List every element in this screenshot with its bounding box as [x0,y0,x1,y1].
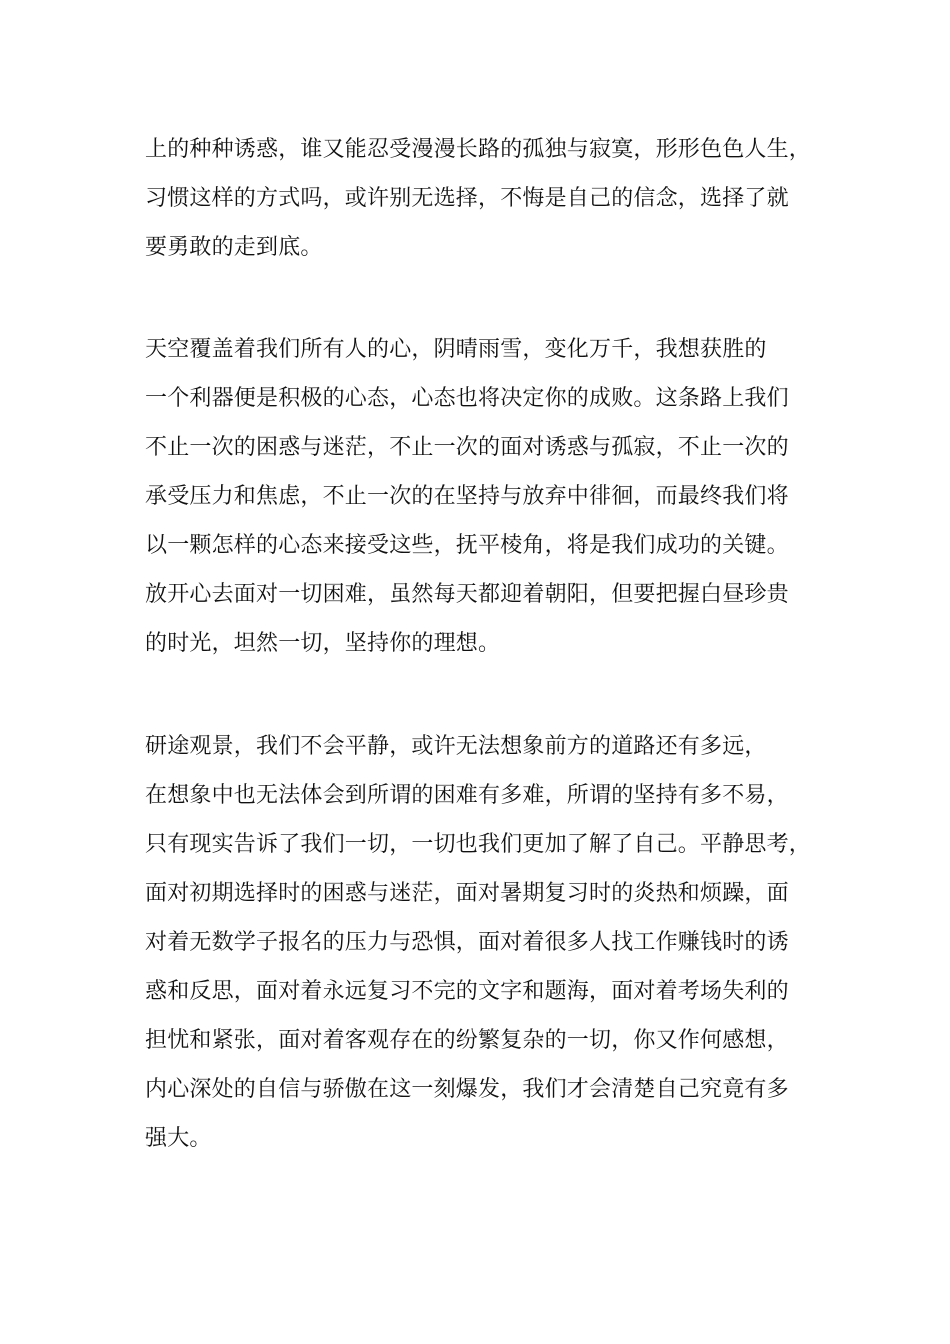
paragraph-1-line-1: 上的种种诱惑，谁又能忍受漫漫长路的孤独与寂寞，形形色色人生， [145,137,812,162]
paragraph-1-line-3: 要勇敢的走到底。 [145,235,323,260]
paragraph-3-line-4: 面对初期选择时的困惑与迷茫，面对暑期复习时的炎热和烦躁，面 [145,881,789,906]
paragraph-2-line-7: 的时光，坦然一切，坚持你的理想。 [145,631,501,656]
paragraph-3-line-8: 内心深处的自信与骄傲在这一刻爆发，我们才会清楚自己究竟有多 [145,1077,789,1102]
paragraph-3-line-5: 对着无数学子报名的压力与恐惧，面对着很多人找工作赚钱时的诱 [145,930,789,955]
paragraph-2-line-4: 承受压力和焦虑，不止一次的在坚持与放弃中徘徊，而最终我们将 [145,484,789,509]
paragraph-3-line-1: 研途观景，我们不会平静，或许无法想象前方的道路还有多远， [145,734,767,759]
paragraph-2-line-6: 放开心去面对一切困难，虽然每天都迎着朝阳，但要把握白昼珍贵 [145,582,789,607]
paragraph-3-line-9: 强大。 [145,1126,212,1151]
paragraph-1-line-2: 习惯这样的方式吗，或许别无选择，不悔是自己的信念，选择了就 [145,186,789,211]
paragraph-2-line-3: 不止一次的困惑与迷茫，不止一次的面对诱惑与孤寂，不止一次的 [145,435,789,460]
paragraph-2-line-5: 以一颗怎样的心态来接受这些，抚平棱角，将是我们成功的关键。 [145,533,789,558]
paragraph-2-line-1: 天空覆盖着我们所有人的心，阴晴雨雪，变化万千，我想获胜的 [145,337,767,362]
paragraph-3-line-3: 只有现实告诉了我们一切，一切也我们更加了解了自己。平静思考， [145,832,812,857]
paragraph-3-line-2: 在想象中也无法体会到所谓的困难有多难，所谓的坚持有多不易， [145,783,789,808]
paragraph-3-line-7: 担忧和紧张，面对着客观存在的纷繁复杂的一切，你又作何感想， [145,1028,789,1053]
paragraph-2-line-2: 一个利器便是积极的心态，心态也将决定你的成败。这条路上我们 [145,386,789,411]
paragraph-3-line-6: 惑和反思，面对着永远复习不完的文字和题海，面对着考场失利的 [145,979,789,1004]
